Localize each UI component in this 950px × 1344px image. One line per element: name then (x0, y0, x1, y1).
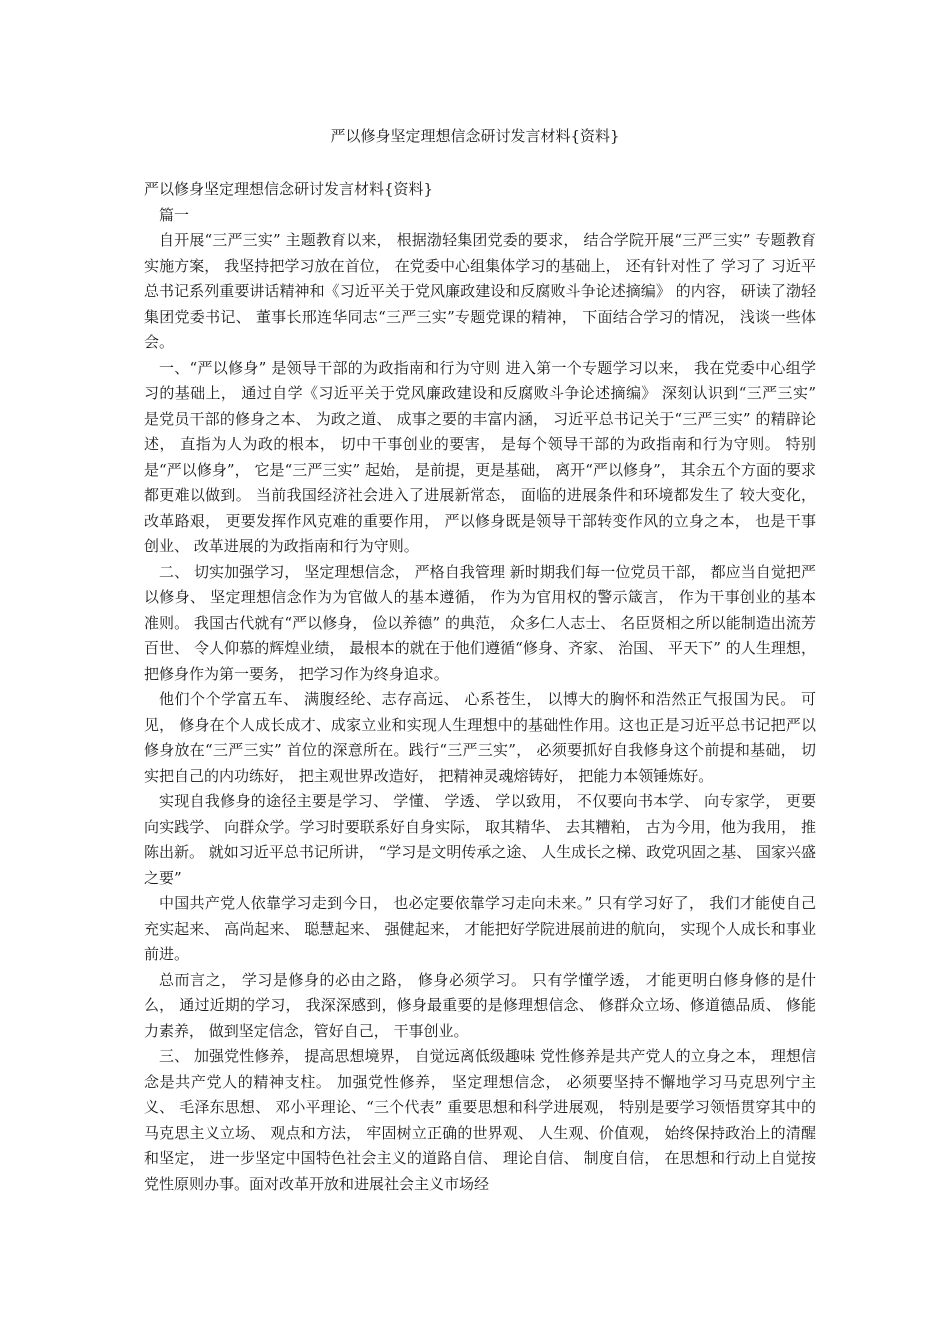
paragraph-party-learning: 中国共产党人依靠学习走到今日， 也必定要依靠学习走向未来。” 只有学习好了， 我们才能使自己充实起来、 高尚起来、 聪慧起来、 强健起来， 才能把好学院进展前进的航向， 实现个人成长和事业前进。 (144, 894, 816, 963)
document-body (144, 177, 816, 1197)
paragraph-section-three: 三、 加强党性修养， 提高思想境界， 自觉远离低级趣味 党性修养是共产党人的立身之本， 理想信念是共产党人的精神支柱。 加强党性修养， 坚定理想信念， 必须要坚持不懈地学习马克思列宁主义、 毛泽东思想、 邓小平理论、“三个代表” 重要思想和科学进展观， 特别是要学习领悟贯穿其中的马克思主义立场、 观点和方法， 牢固树立正确的世界观、 人生观、价值观， 始终保持政治上的清醒和坚定， 进一步坚定中国特色社会主义的道路自信、 理论自信、 制度自信， 在思想和行动上自觉按党性原则办事。面对改革开放和进展社会主义市场经 (144, 1047, 816, 1193)
paragraph-section-two: 二、 切实加强学习， 坚定理想信念， 严格自我管理 新时期我们每一位党员干部， 都应当自觉把严以修身、 坚定理想信念作为为官做人的基本遵循， 作为为官用权的警示箴言， 作为干事创业的基本准则。 我国古代就有“严以修身， 俭以养德” 的典范， 众多仁人志士、 名臣贤相之所以能制造出流芳百世、 令人仰慕的辉煌业绩， 最根本的就在于他们遵循“修身、齐家、 治国、 平天下” 的人生理想， 把修身作为第一要务， 把学习作为终身追求。 (144, 562, 816, 683)
document-subtitle: 严以修身坚定理想信念研讨发言材料{资料} (144, 180, 434, 198)
section-label: 篇一 (159, 205, 190, 224)
paragraph-section-one: 一、“严以修身” 是领导干部的为政指南和行为守则 进入第一个专题学习以来， 我在党委中心组学习的基础上， 通过自学《习近平关于党风廉政建设和反腐败斗争论述摘编》 深刻认识到“三严三实” 是党员干部的修身之本、 为政之道、 成事之要的丰富内涵， 习近平总书记关于“三严三实” 的精辟论述， 直指为人为政的根本， 切中干事创业的要害， 是每个领导干部的为政指南和行为守则。 特别是“严以修身”， 它是“三严三实” 起始， 是前提，更是基础， 离开“严以修身”， 其余五个方面的要求都更难以做到。 当前我国经济社会进入了进展新常态， 面临的进展条件和环境都发生了 较大变化， 改革路艰， 更要发挥作风克难的重要作用， 严以修身既是领导干部转变作风的立身之本， 也是干事创业、 改革进展的为政指南和行为守则。 (144, 358, 816, 555)
paragraph-summary: 总而言之， 学习是修身的必由之路， 修身必须学习。 只有学懂学透， 才能更明白修身修的是什么， 通过近期的学习， 我深深感到，修身最重要的是修理想信念、 修群众立场、修道德品质、 修能力素养， 做到坚定信念，管好自己， 干事创业。 (144, 970, 816, 1040)
paragraph-intro: 自开展“三严三实” 主题教育以来， 根据渤轻集团党委的要求， 结合学院开展“三严三实” 专题教育实施方案， 我坚持把学习放在首位， 在党委中心组集体学习的基础上， 还有针对性了 学习了 习近平总书记系列重要讲话精神和《习近平关于党风廉政建设和反腐败斗争论述摘编》 的内容， 研读了渤轻集团党委书记、 董事长邢连华同志“三严三实”专题党课的精神， 下面结合学习的情况， 浅谈一些体会。 (144, 231, 816, 351)
paragraph-self-cultivation-path: 实现自我修身的途径主要是学习、 学懂、 学透、 学以致用， 不仅要向书本学、 向专家学， 更要向实践学、 向群众学。学习时要联系好自身实际， 取其精华、 去其糟粕， 古为今用，他为我用， 推陈出新。 就如习近平总书记所讲， “学习是文明传承之途、 人生成长之梯、政党巩固之基、 国家兴盛之要” (144, 792, 816, 887)
paragraph-ancient-sages: 他们个个学富五车、 满腹经纶、志存高远、 心系苍生， 以博大的胸怀和浩然正气报国为民。 可见， 修身在个人成长成才、成家立业和实现人生理想中的基础性作用。这也正是习近平总书记把严以修身放在“三严三实” 首位的深意所在。践行“三严三实”， 必须要抓好自我修身这个前提和基础， 切实把自己的内功练好， 把主观世界改造好， 把精神灵魂熔铸好， 把能力本领锤炼好。 (144, 690, 816, 785)
document-title: 严以修身坚定理想信念研讨发言材料{资料} (330, 127, 620, 145)
